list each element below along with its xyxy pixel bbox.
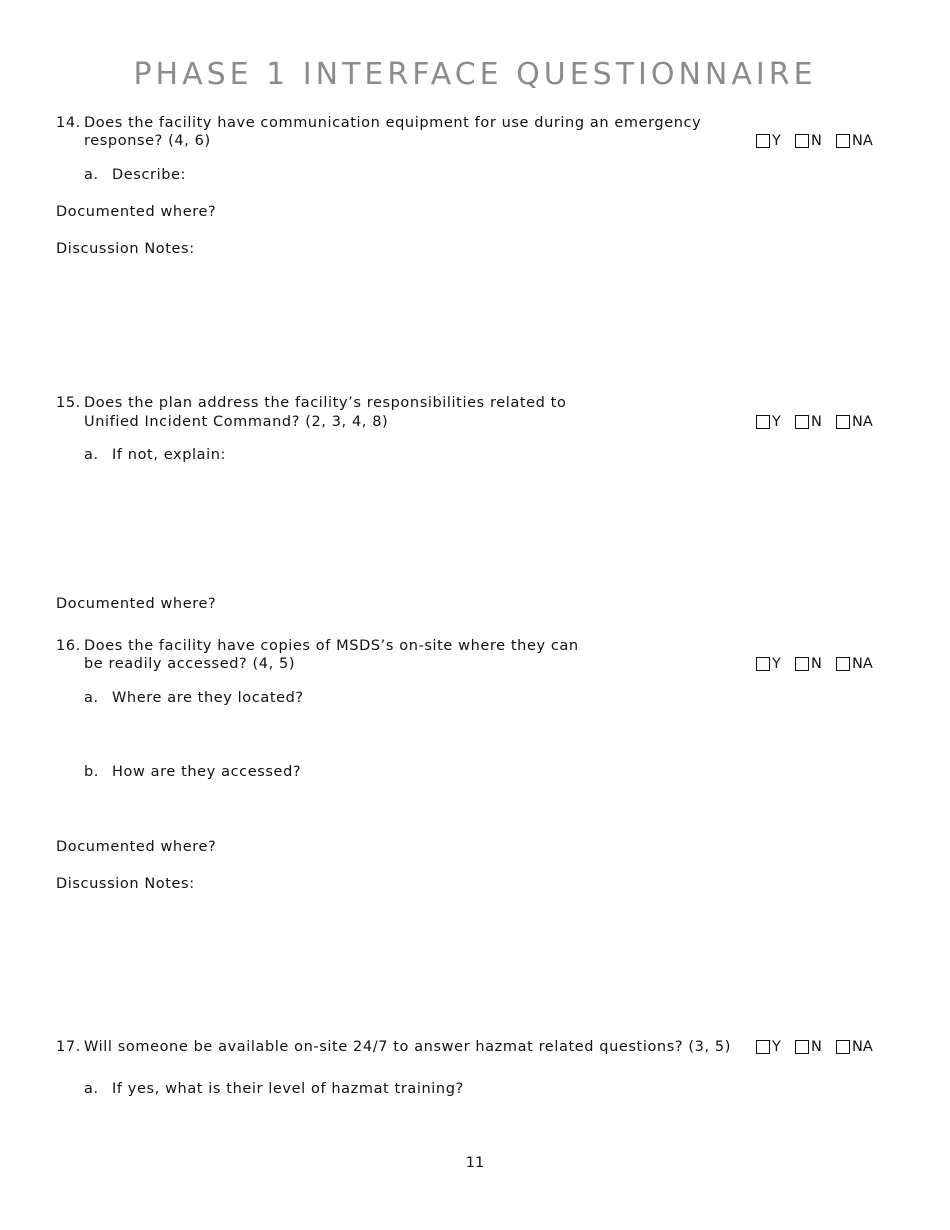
q17-sub-a-letter: a. (84, 1081, 99, 1097)
question-17-text-line1: Will someone be available on-site 24/7 to answer hazmat related questions? (3, 5) (84, 1039, 731, 1055)
question-16-text-line2: be readily accessed? (4, 5) (84, 656, 296, 672)
checkbox[interactable] (836, 134, 850, 148)
checkbox[interactable] (795, 1040, 809, 1054)
question-14-text-line2: response? (4, 6) (84, 133, 211, 149)
q14-sub-a-letter: a. (84, 167, 99, 183)
question-16-text-line1: Does the facility have copies of MSDS’s on-site where they can (84, 638, 579, 654)
checkbox[interactable] (756, 1040, 770, 1054)
page-number: 11 (465, 1155, 485, 1171)
q15-documented-where: Documented where? (56, 596, 217, 612)
checkbox[interactable] (795, 415, 809, 429)
q16-sub-b-letter: b. (84, 764, 100, 780)
checkbox[interactable] (836, 657, 850, 671)
checkbox[interactable] (836, 1040, 850, 1054)
page-title: PHASE 1 INTERFACE QUESTIONNAIRE (133, 57, 817, 92)
q14-discussion-notes: Discussion Notes: (56, 241, 195, 257)
q16-discussion-notes: Discussion Notes: (56, 876, 195, 892)
q16-documented-where: Documented where? (56, 839, 217, 855)
question-15-text-line1: Does the plan address the facility’s responsibilities related to (84, 395, 567, 411)
checkbox[interactable] (836, 415, 850, 429)
q15-sub-a-letter: a. (84, 447, 99, 463)
q17-sub-a-text: If yes, what is their level of hazmat training? (112, 1081, 464, 1097)
q16-sub-b-text: How are they accessed? (112, 764, 302, 780)
question-15-number: 15. (56, 395, 81, 411)
question-14-text-line1: Does the facility have communication equipment for use during an emergency (84, 115, 702, 131)
question-14-number: 14. (56, 115, 81, 131)
question-15-text-line2: Unified Incident Command? (2, 3, 4, 8) (84, 414, 389, 430)
checkbox[interactable] (756, 134, 770, 148)
q14-documented-where: Documented where? (56, 204, 217, 220)
checkbox[interactable] (756, 657, 770, 671)
question-16-number: 16. (56, 638, 81, 654)
q15-sub-a-text: If not, explain: (112, 447, 227, 463)
checkbox[interactable] (795, 657, 809, 671)
checkbox[interactable] (756, 415, 770, 429)
q16-sub-a-letter: a. (84, 690, 99, 706)
q14-sub-a-text: Describe: (112, 167, 187, 183)
q16-sub-a-text: Where are they located? (112, 690, 304, 706)
checkbox[interactable] (795, 134, 809, 148)
question-17-number: 17. (56, 1039, 81, 1055)
